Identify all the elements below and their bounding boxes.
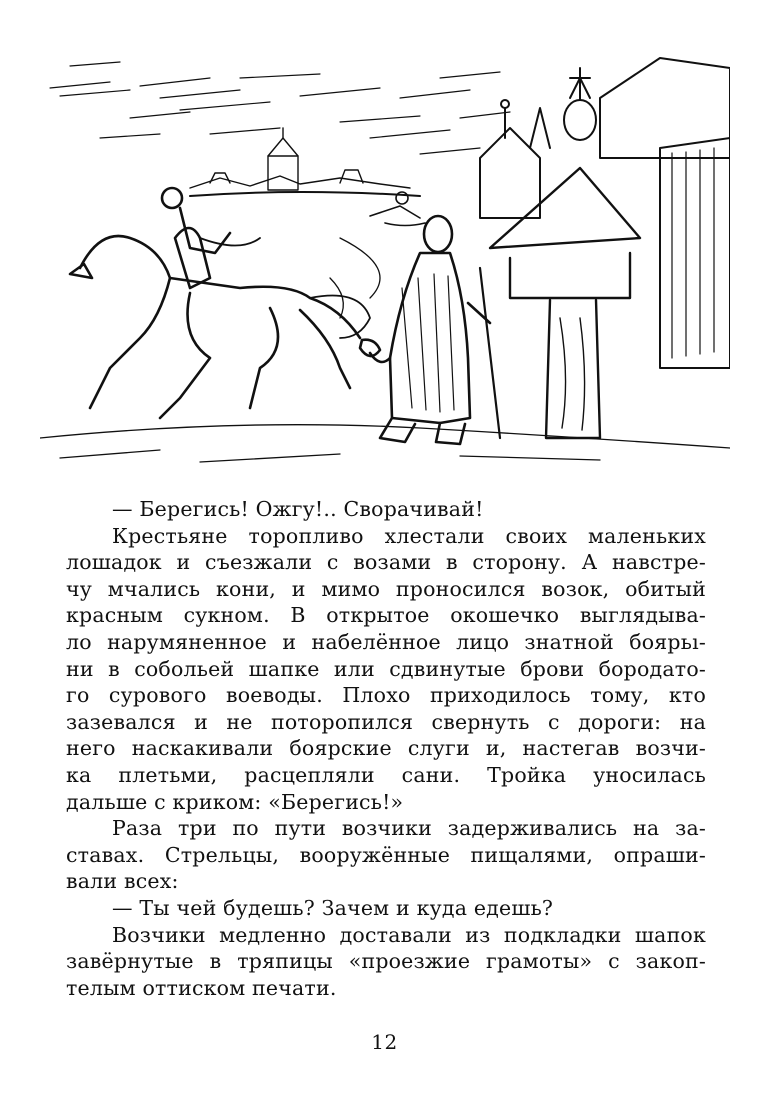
- text-line: зазевался и не поторопился свернуть с дороги: на: [66, 709, 706, 734]
- text-line: дальше с криком: «Берегись!»: [66, 789, 404, 814]
- illustration-drawing: [40, 38, 730, 470]
- peasant-figure: [360, 216, 500, 444]
- text-line: го сурового воеводы. Плохо приходилось тому, кто: [66, 683, 706, 708]
- text-line: красным сукном. В открытое окошечко выглядыва-: [66, 603, 706, 628]
- horse-and-rider: [70, 188, 370, 418]
- text-line: Раза три по пути возчики задерживались на за-: [112, 816, 706, 841]
- distant-village: [190, 128, 420, 196]
- text-line: Крестьяне торопливо хлестали своих маленьких: [112, 523, 706, 548]
- text-line: завёрнутые в тряпицы «проезжие грамоты» с закоп-: [66, 949, 706, 974]
- roadside-shrine: [490, 168, 640, 438]
- text-line: него наскакивали боярские слуги и, настегав возчи-: [66, 736, 706, 761]
- text-line: ло нарумяненное и набелённое лицо знатной боярьı-: [66, 629, 706, 654]
- text-line: — Ты чей будешь? Зачем и куда едешь?: [112, 895, 554, 920]
- houses-right: [480, 58, 730, 368]
- sky-hatching: [50, 62, 510, 154]
- text-line: вали всех:: [66, 869, 179, 894]
- text-line: Возчики медленно доставали из подкладки шапок: [112, 922, 706, 947]
- body-text: [66, 496, 706, 1001]
- winter-village-illustration: [40, 38, 730, 470]
- text-line: ни в собольей шапке или сдвинутые брови бородато-: [66, 656, 706, 681]
- text-line: телым оттиском печати.: [66, 975, 337, 1000]
- page-number: 12: [371, 1030, 398, 1054]
- distant-sleigh: [370, 192, 425, 226]
- text-line: ка плетьми, расцепляли сани. Тройка уносилась: [66, 762, 706, 787]
- text-line: ставах. Стрельцы, вооружённые пищалями, опраши-: [66, 842, 706, 867]
- text-line: — Берегись! Ожгу!.. Сворачивай!: [112, 497, 484, 521]
- text-line: чу мчались кони, и мимо проносился возок, обитый: [66, 576, 706, 601]
- text-line: лошадок и съезжали с возами в сторону. А навстре-: [66, 550, 706, 575]
